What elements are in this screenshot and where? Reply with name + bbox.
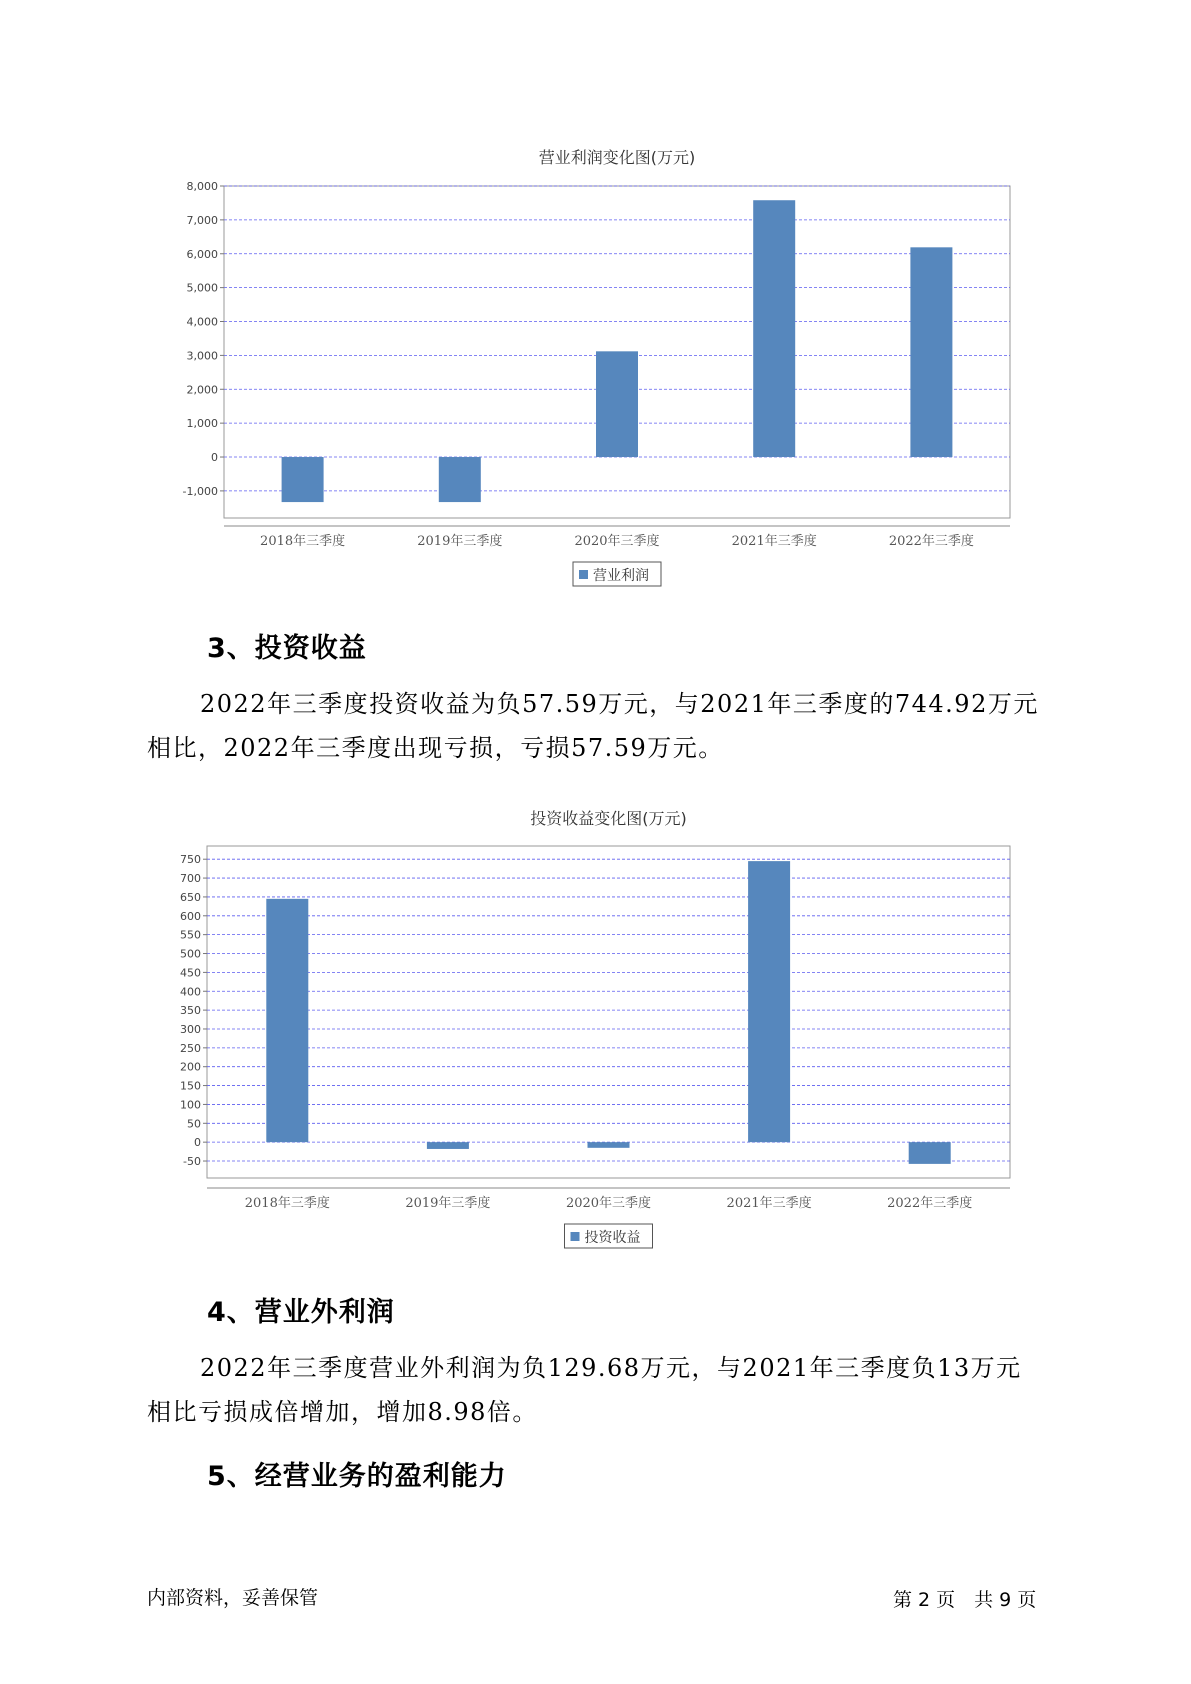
y-tick-label: 0 [211,451,218,465]
section-4-paragraph-line-1: 2022年三季度营业外利润为负129.68万元，与2021年三季度负13万元 [200,1354,1022,1382]
bar-2 [439,457,481,502]
x-category-label: 2019年三季度 [417,534,503,549]
y-tick-label: 550 [180,928,201,942]
bar-4 [748,861,790,1142]
bar-1 [282,457,324,502]
y-tick-label: 100 [180,1098,201,1112]
operating-profit-chart [150,140,1030,584]
y-tick-label: 8,000 [186,180,218,193]
y-tick-label: 150 [180,1079,201,1093]
operating-profit-chart-svg [150,140,1030,584]
page-prefix: 第 [893,1589,913,1611]
x-category-label: 2022年三季度 [887,1196,973,1211]
y-tick-label: 450 [180,966,201,980]
y-tick-label: 300 [180,1022,201,1036]
x-category-label: 2020年三季度 [565,1196,652,1211]
chart-title: 营业利润变化图(万元) [538,148,696,167]
page-suffix: 页 [1017,1589,1037,1611]
x-category-label: 2021年三季度 [731,534,817,549]
bar-5 [910,247,952,457]
bar-1 [266,899,308,1142]
section-5-heading: 5、经营业务的盈利能力 [207,1461,507,1492]
y-tick-label: -1,000 [182,484,218,498]
y-tick-label: 3,000 [186,349,218,363]
footer-confidential-note: 内部资料，妥善保管 [147,1587,319,1609]
investment-income-chart-svg [150,804,1030,1244]
legend-label: 投资收益 [584,1230,641,1246]
y-tick-label: 1,000 [186,417,218,431]
y-tick-label: 250 [180,1041,201,1055]
page-total: 9 [999,1589,1012,1611]
y-tick-label: 650 [180,890,201,904]
y-tick-label: 500 [180,947,201,961]
y-tick-label: 600 [180,909,201,923]
section-3-paragraph-line-2: 相比，2022年三季度出现亏损，亏损57.59万元。 [147,734,724,762]
y-tick-label: 350 [180,1004,201,1018]
bar-4 [753,200,795,457]
y-tick-label: -50 [183,1155,201,1169]
x-category-label: 2021年三季度 [726,1196,812,1211]
section-3-heading: 3、投资收益 [207,633,367,664]
page-current: 2 [918,1589,931,1611]
y-tick-label: 2,000 [186,383,218,397]
page-mid: 页 共 [936,1589,994,1611]
x-category-label: 2020年三季度 [574,534,660,549]
bar-3 [588,1142,630,1148]
bar-3 [596,351,638,457]
x-category-label: 2019年三季度 [405,1196,491,1211]
y-tick-label: 400 [180,985,201,999]
y-tick-label: 6,000 [186,247,218,261]
x-category-label: 2018年三季度 [260,534,346,549]
plot-area [207,846,1010,1178]
y-tick-label: 4,000 [186,315,218,329]
y-tick-label: 750 [180,853,201,867]
legend-swatch [579,570,588,579]
x-category-label: 2022年三季度 [888,534,974,549]
section-4-paragraph-line-2: 相比亏损成倍增加，增加8.98倍。 [147,1398,538,1426]
section-3-paragraph-line-1: 2022年三季度投资收益为负57.59万元，与2021年三季度的744.92万元 [200,690,1039,718]
y-tick-label: 50 [187,1117,201,1131]
bar-2 [427,1142,469,1149]
investment-income-chart [150,804,1030,1244]
y-tick-label: 0 [194,1136,201,1150]
bar-5 [909,1142,951,1164]
chart-title: 投资收益变化图(万元) [530,809,687,828]
y-tick-label: 700 [180,872,201,886]
footer-page-number [893,1585,1042,1612]
x-category-label: 2018年三季度 [244,1196,330,1211]
legend-swatch [571,1232,580,1241]
section-4-heading: 4、营业外利润 [207,1297,395,1328]
y-tick-label: 7,000 [186,213,218,227]
legend-label: 营业利润 [593,568,649,584]
y-tick-label: 200 [180,1060,201,1074]
y-tick-label: 5,000 [186,281,218,295]
